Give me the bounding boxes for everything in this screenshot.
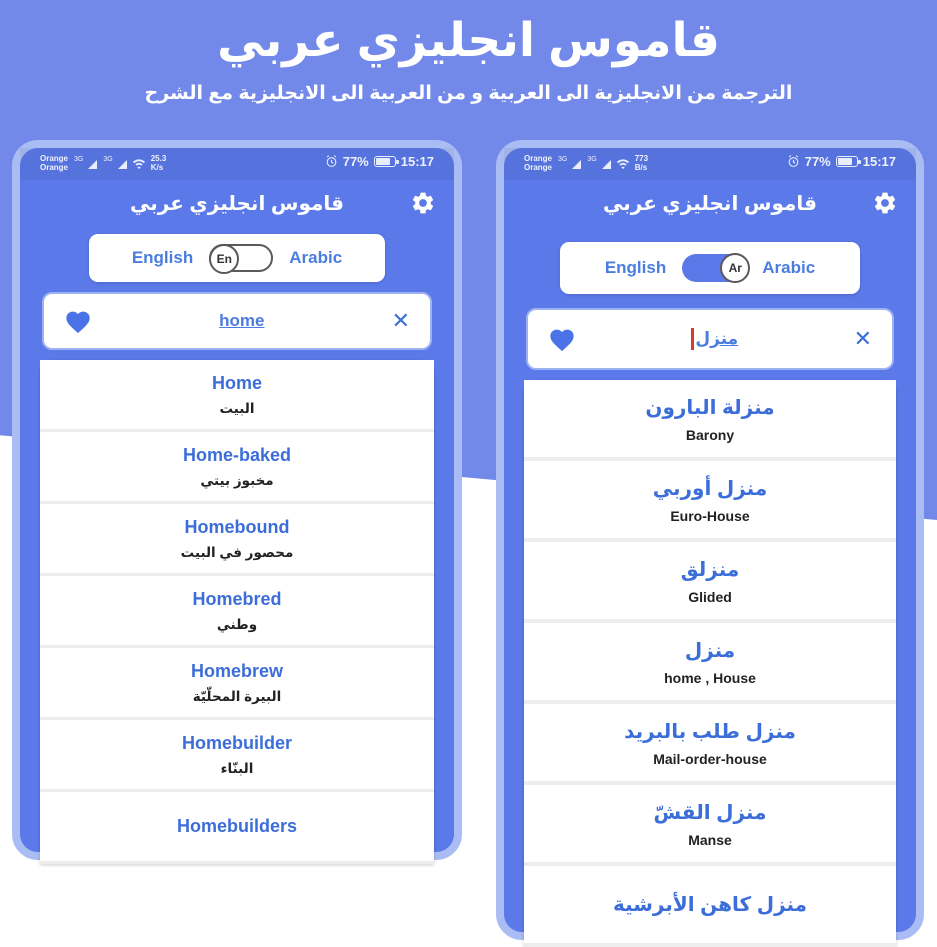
alarm-clock-icon	[787, 155, 800, 168]
status-right-cluster	[787, 154, 896, 169]
wifi-icon	[616, 158, 630, 169]
search-input[interactable]	[576, 328, 854, 350]
result-translation: مخبوز بيتي	[200, 472, 274, 488]
result-term: منزلة البارون	[645, 396, 775, 419]
alarm-clock-icon	[325, 155, 338, 168]
result-row[interactable]	[40, 792, 434, 864]
result-translation: البنّاء	[220, 760, 254, 776]
result-row[interactable]	[524, 785, 896, 866]
network-type-label: 3G	[558, 155, 568, 163]
status-bar	[20, 148, 454, 180]
status-bar	[504, 148, 916, 180]
result-row[interactable]	[524, 380, 896, 461]
clear-search-icon[interactable]: ✕	[853, 326, 872, 351]
app-bar	[504, 180, 916, 226]
clear-search-icon[interactable]: ✕	[391, 308, 410, 333]
result-row[interactable]	[524, 866, 896, 947]
network-speed	[151, 154, 167, 172]
carrier-labels	[524, 154, 552, 172]
search-value: home	[219, 311, 265, 330]
battery-percent: 77%	[804, 154, 831, 169]
result-row[interactable]	[40, 360, 434, 432]
result-term: Homebrew	[190, 660, 284, 681]
favorites-heart-icon[interactable]	[548, 326, 576, 352]
search-bar	[526, 308, 894, 370]
status-left-cluster	[524, 154, 648, 172]
language-label-arabic[interactable]: Arabic	[762, 258, 816, 277]
clock-time: 15:17	[400, 154, 434, 169]
signal-icon	[602, 160, 611, 169]
result-term: منزل	[684, 639, 736, 662]
language-switch-card	[89, 234, 385, 282]
results-list	[524, 380, 896, 947]
signal-icon	[88, 160, 97, 169]
signal-icon	[118, 160, 127, 169]
speed-unit: K/s	[150, 163, 164, 172]
carrier-name-2: Orange	[524, 163, 553, 172]
result-term: منزل طلب بالبريد	[624, 720, 796, 743]
result-translation: Glided	[688, 588, 732, 605]
language-label-english[interactable]: English	[604, 258, 667, 277]
language-toggle[interactable]	[209, 244, 273, 272]
app-bar	[20, 180, 454, 226]
result-row[interactable]	[40, 576, 434, 648]
result-row[interactable]	[40, 720, 434, 792]
battery-percent: 77%	[342, 154, 369, 169]
result-term: Homebound	[184, 516, 290, 537]
speed-value: 773	[634, 154, 649, 163]
wifi-icon	[132, 158, 146, 169]
result-row[interactable]	[524, 542, 896, 623]
search-bar	[42, 292, 432, 350]
carrier-labels	[40, 154, 68, 172]
speed-value: 25.3	[150, 154, 167, 163]
result-translation: البيت	[219, 400, 255, 416]
app-title: قاموس انجليزي عربي	[130, 192, 344, 215]
clock-time: 15:17	[862, 154, 896, 169]
toggle-knob[interactable]: En	[209, 244, 239, 274]
language-switch-card	[560, 242, 860, 294]
speed-unit: B/s	[634, 163, 648, 172]
result-translation: home , House	[664, 669, 756, 686]
result-translation: Manse	[688, 831, 732, 848]
language-toggle[interactable]	[682, 254, 746, 282]
hero-title: قاموس انجليزي عربي	[217, 13, 720, 66]
result-row[interactable]	[524, 623, 896, 704]
result-term: Homebuilders	[176, 816, 298, 836]
language-label-english[interactable]: English	[131, 248, 194, 267]
search-value: منزل	[695, 329, 739, 348]
result-translation: Barony	[685, 426, 735, 443]
result-translation: Mail-order-house	[653, 750, 767, 767]
battery-icon	[374, 156, 396, 167]
settings-button[interactable]	[410, 190, 436, 216]
toggle-knob[interactable]: Ar	[720, 253, 750, 283]
result-term: Homebred	[192, 588, 282, 609]
result-term: منزلق	[680, 558, 740, 581]
phone-screen-english	[12, 140, 462, 860]
phone-screen-arabic	[496, 140, 924, 940]
result-translation: محصور في البيت	[180, 544, 294, 560]
carrier-name-1: Orange	[40, 154, 69, 163]
result-row[interactable]	[524, 461, 896, 542]
result-row[interactable]	[40, 648, 434, 720]
result-term: منزل القشّ	[653, 801, 767, 824]
settings-button[interactable]	[872, 190, 898, 216]
result-term: Homebuilder	[181, 732, 292, 753]
result-term: منزل كاهن الأبرشية	[612, 894, 808, 916]
search-input[interactable]	[92, 311, 392, 331]
favorites-heart-icon[interactable]	[64, 308, 92, 334]
result-translation: البيرة المحلّيّة	[192, 688, 282, 704]
app-title: قاموس انجليزي عربي	[603, 192, 817, 215]
signal-icon	[572, 160, 581, 169]
status-left-cluster	[40, 154, 166, 172]
network-type-label: 3G	[587, 155, 597, 163]
battery-icon	[836, 156, 858, 167]
hero-subtitle: الترجمة من الانجليزية الى العربية و من العربية الى الانجليزية مع الشرح	[144, 83, 793, 104]
network-speed	[635, 154, 648, 172]
result-term: Home	[211, 372, 262, 393]
result-term: منزل أوربي	[652, 477, 768, 500]
result-row[interactable]	[524, 704, 896, 785]
hero-header	[0, 0, 937, 105]
language-label-arabic[interactable]: Arabic	[289, 248, 343, 267]
results-list	[40, 360, 434, 864]
result-row[interactable]	[40, 504, 434, 576]
carrier-name-2: Orange	[40, 163, 69, 172]
carrier-name-1: Orange	[524, 154, 553, 163]
result-row[interactable]	[40, 432, 434, 504]
network-type-label: 3G	[74, 155, 84, 163]
text-cursor	[691, 328, 694, 350]
result-translation: وطني	[216, 616, 258, 632]
status-right-cluster	[325, 154, 434, 169]
result-term: Home-baked	[182, 444, 292, 465]
network-type-label: 3G	[103, 155, 113, 163]
result-translation: Euro-House	[670, 507, 750, 524]
